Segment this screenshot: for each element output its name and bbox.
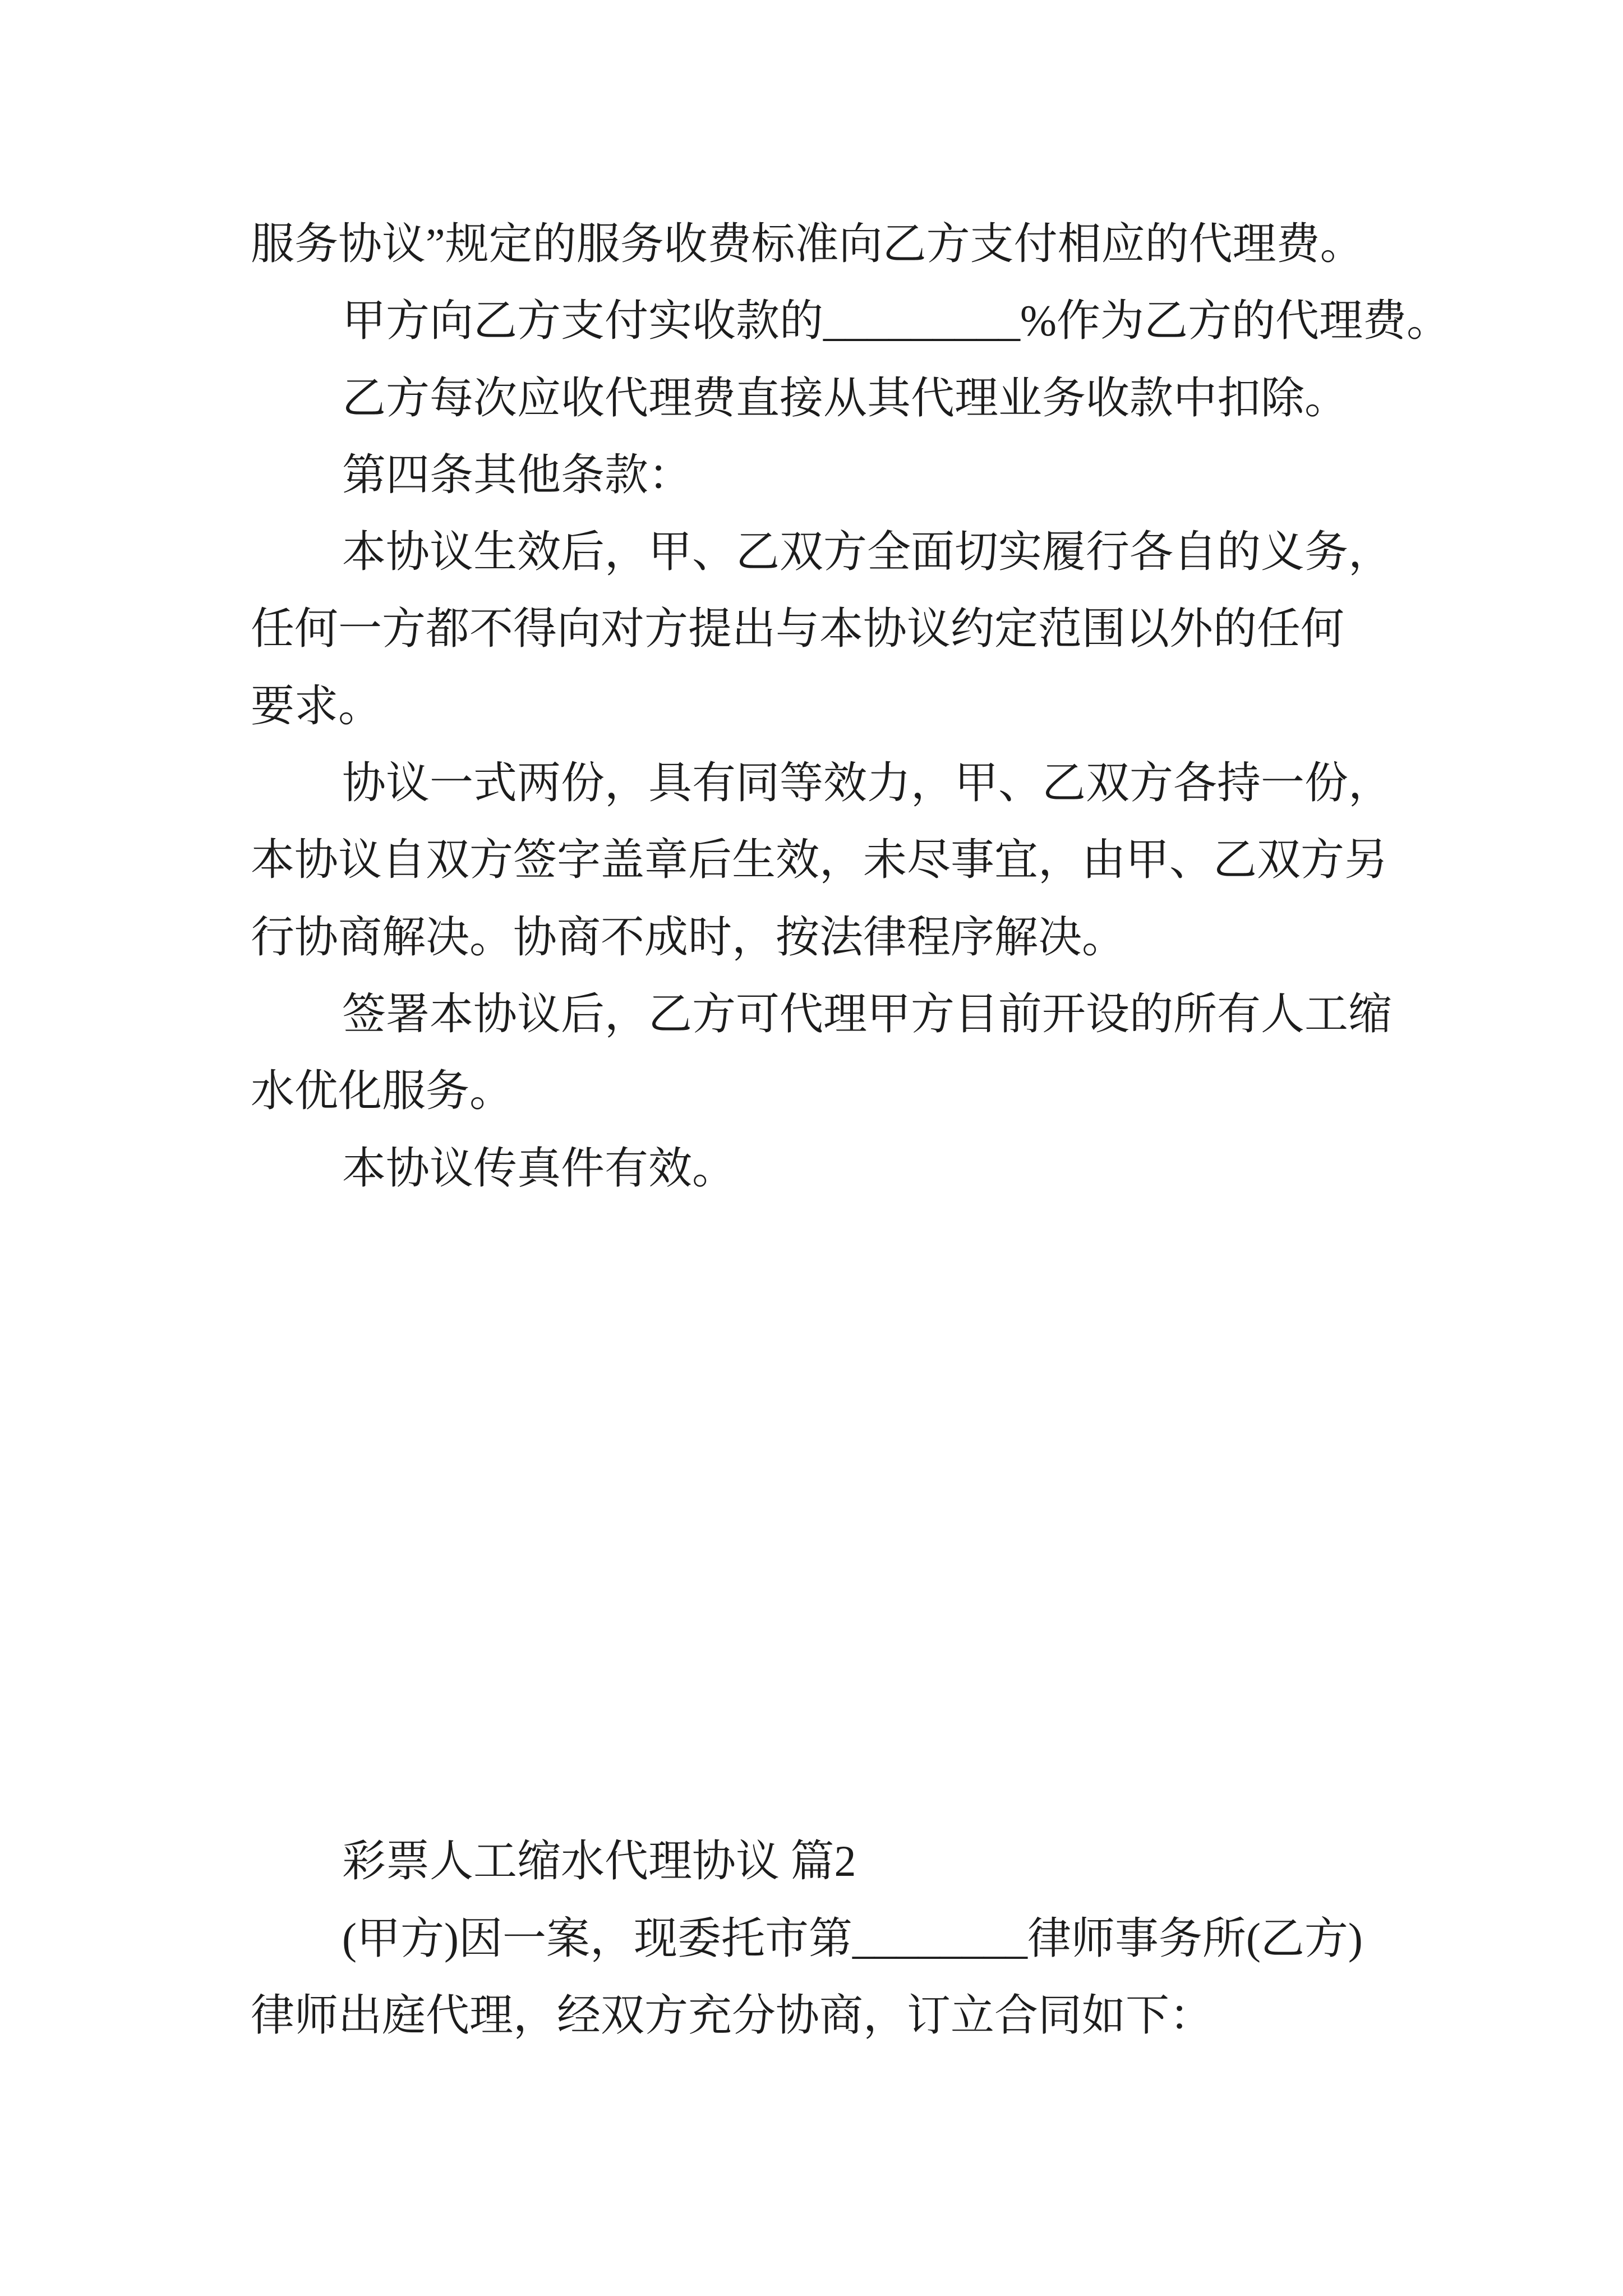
agreement-2-title: 彩票人工缩水代理协议 篇2 <box>342 1837 856 1886</box>
representative-row <box>251 1283 1484 1360</box>
article-4-paragraph-3-line: 水优化服务。 <box>251 1066 514 1116</box>
address-row <box>251 1360 1484 1437</box>
phone-row <box>251 1438 1484 1515</box>
article-4-paragraph-2-line: 协议一式两份，具有同等效力，甲、乙双方各持一份， <box>342 758 1393 808</box>
fax-row <box>251 1515 1484 1591</box>
article-4-paragraph-1-line: 本协议生效后，甲、乙双方全面切实履行各自的义务， <box>342 527 1393 577</box>
fee-clause-continuation: 服务协议”规定的服务收费标准向乙方支付相应的代理费。 <box>251 219 1364 268</box>
signing-place-row <box>251 1669 1484 1746</box>
article-4-paragraph-1-line: 要求。 <box>251 681 382 730</box>
date-row <box>251 1746 1484 1823</box>
article-4-paragraph-3-line: 签署本协议后，乙方可代理甲方目前开设的所有人工缩 <box>342 989 1393 1038</box>
agreement-2-intro-line: (甲方)因一案，现委托市第________律师事务所(乙方) <box>342 1913 1363 1963</box>
article-4-heading: 第四条其他条款： <box>342 450 693 499</box>
fee-deduction-clause: 乙方每次应收代理费直接从其代理业务收款中扣除。 <box>342 373 1349 422</box>
document-body <box>251 205 1484 2054</box>
email-row <box>251 1591 1484 1668</box>
fee-percentage-clause: 甲方向乙方支付实收款的_________%作为乙方的代理费。 <box>342 296 1450 346</box>
article-4-paragraph-2-line: 本协议自双方签字盖章后生效，未尽事宜，由甲、乙双方另 <box>251 835 1389 885</box>
article-4-paragraph-1-line: 任何一方都不得向对方提出与本协议约定范围以外的任何 <box>251 604 1345 654</box>
article-4-paragraph-4-line: 本协议传真件有效。 <box>342 1143 736 1193</box>
article-4-paragraph-2-line: 行协商解决。协商不成时，按法律程序解决。 <box>251 912 1126 961</box>
seal-row <box>251 1207 1484 1283</box>
agreement-2-intro-line: 律师出庭代理，经双方充分协商，订立合同如下： <box>251 1990 1214 2040</box>
